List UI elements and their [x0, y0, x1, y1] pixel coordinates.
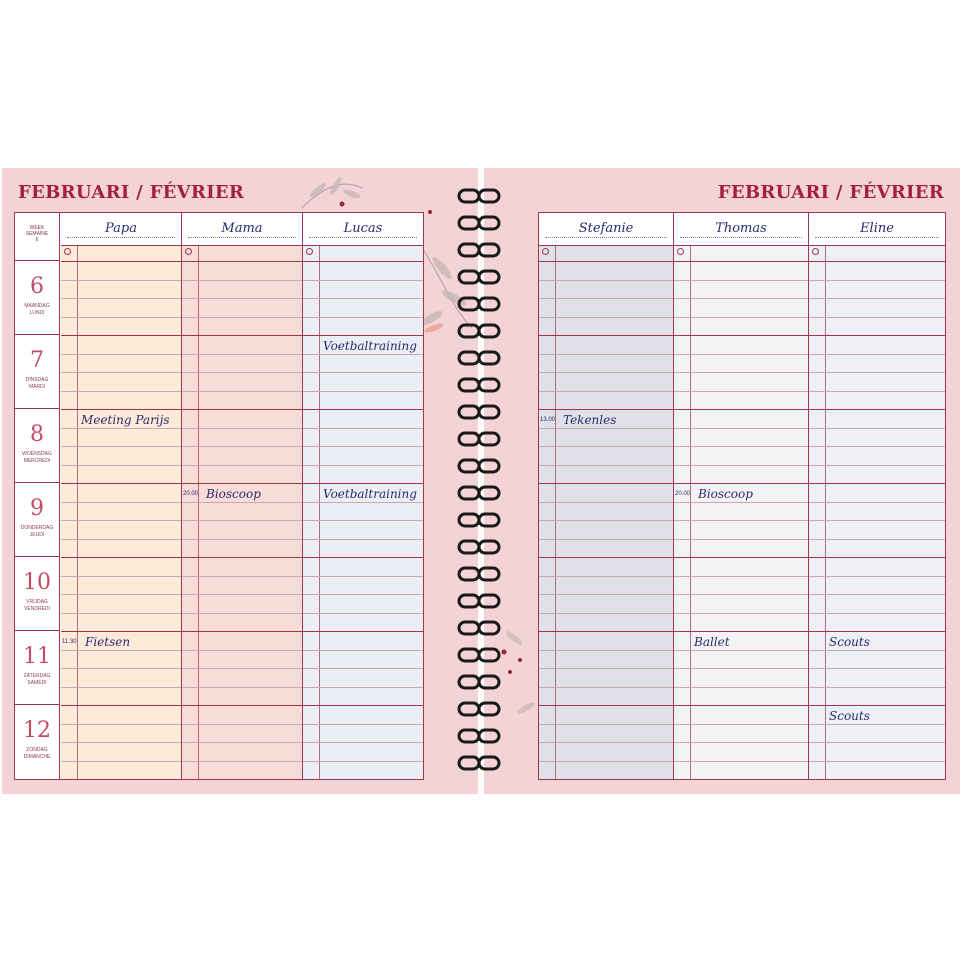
column-header: [303, 213, 423, 246]
writing-line: [61, 372, 181, 373]
writing-line: [539, 613, 673, 614]
spiral-ring: [459, 190, 499, 202]
writing-line: [303, 428, 423, 429]
column-header: [809, 213, 945, 246]
writing-line: [539, 668, 673, 669]
writing-line: [61, 576, 181, 577]
spiral-ring: [459, 217, 499, 229]
calendar-entry[interactable]: Bioscoop: [206, 487, 261, 501]
spiral-ring: [459, 568, 499, 580]
spiral-ring: [459, 703, 499, 715]
writing-line: [61, 465, 181, 466]
day-cell[interactable]: [539, 557, 673, 632]
column-header: [674, 213, 808, 246]
clock-icon: [306, 248, 313, 255]
day-name-fr: MERCREDI: [23, 458, 51, 464]
writing-line: [303, 650, 423, 651]
writing-line: [674, 650, 808, 651]
writing-line: [809, 465, 945, 466]
writing-line: [809, 761, 945, 762]
column-name: Stefanie: [545, 221, 667, 238]
column-name: Mama: [188, 221, 296, 238]
day-cell[interactable]: [303, 261, 423, 336]
writing-line: [182, 298, 302, 299]
writing-line: [61, 594, 181, 595]
writing-line: [61, 687, 181, 688]
writing-line: [182, 742, 302, 743]
writing-line: [674, 446, 808, 447]
writing-line: [303, 372, 423, 373]
writing-line: [182, 576, 302, 577]
writing-line: [182, 668, 302, 669]
spiral-ring: [459, 325, 499, 337]
writing-line: [674, 761, 808, 762]
day-cell[interactable]: [809, 335, 945, 410]
writing-line: [303, 280, 423, 281]
writing-line: [182, 502, 302, 503]
spiral-ring: [459, 730, 499, 742]
writing-line: [674, 354, 808, 355]
writing-line: [61, 502, 181, 503]
day-cell[interactable]: [61, 557, 181, 632]
writing-line: [61, 446, 181, 447]
spiral-ring: [459, 595, 499, 607]
entry-time: 13.00: [540, 417, 556, 423]
calendar-entry[interactable]: Meeting Parijs: [81, 413, 170, 427]
writing-line: [539, 298, 673, 299]
planner-grid: [14, 212, 424, 780]
week-label: WEEK SEMAINE 6: [15, 213, 60, 261]
day-name-fr: JEUDI: [29, 532, 45, 538]
day-name-fr: MARDI: [28, 384, 46, 390]
writing-line: [674, 465, 808, 466]
day-cell[interactable]: [303, 705, 423, 779]
writing-line: [539, 465, 673, 466]
day-cell[interactable]: [674, 261, 808, 336]
column-header: [61, 213, 181, 246]
writing-line: [674, 317, 808, 318]
writing-line: [674, 724, 808, 725]
column-name: Eline: [815, 221, 939, 238]
clock-icon: [185, 248, 192, 255]
day-name-fr: VENDREDI: [24, 606, 50, 612]
day-cell[interactable]: [182, 261, 302, 336]
spiral-ring: [459, 460, 499, 472]
writing-line: [539, 317, 673, 318]
calendar-entry[interactable]: Voetbaltraining: [323, 339, 417, 353]
writing-line: [303, 576, 423, 577]
spiral-ring: [459, 757, 499, 769]
day-cell[interactable]: [61, 261, 181, 336]
day-label: [15, 335, 60, 409]
day-name-nl: ZATERDAG: [23, 673, 51, 679]
writing-line: [182, 613, 302, 614]
calendar-entry[interactable]: Ballet: [694, 635, 730, 649]
day-label: [15, 409, 60, 483]
entry-time: 20.00: [675, 491, 691, 497]
writing-line: [809, 502, 945, 503]
writing-line: [61, 761, 181, 762]
writing-line: [539, 539, 673, 540]
writing-line: [674, 520, 808, 521]
writing-line: [182, 317, 302, 318]
day-name-nl: VRIJDAG: [26, 599, 48, 605]
day-label: [15, 483, 60, 557]
day-cell[interactable]: [539, 483, 673, 558]
column-mama: [182, 213, 303, 779]
column-papa: [61, 213, 182, 779]
spiral-ring: [459, 676, 499, 688]
spiral-ring: [459, 433, 499, 445]
writing-line: [674, 539, 808, 540]
day-cell[interactable]: [674, 335, 808, 410]
day-cell[interactable]: [809, 483, 945, 558]
writing-line: [539, 280, 673, 281]
writing-line: [303, 742, 423, 743]
writing-line: [539, 446, 673, 447]
writing-line: [809, 539, 945, 540]
writing-line: [674, 391, 808, 392]
writing-line: [539, 372, 673, 373]
writing-line: [61, 298, 181, 299]
column-header: [539, 213, 673, 246]
clock-icon: [812, 248, 819, 255]
writing-line: [809, 650, 945, 651]
column-name: Thomas: [680, 221, 802, 238]
column-stefanie: [539, 213, 674, 779]
column-name: Lucas: [309, 221, 417, 238]
day-name-fr: DIMANCHE: [23, 754, 51, 760]
day-cell[interactable]: [809, 261, 945, 336]
writing-line: [674, 298, 808, 299]
writing-line: [809, 594, 945, 595]
writing-line: [674, 613, 808, 614]
writing-line: [809, 354, 945, 355]
writing-line: [303, 317, 423, 318]
day-number: 8: [30, 422, 44, 447]
writing-line: [539, 650, 673, 651]
clock-row: [809, 245, 945, 262]
writing-line: [303, 687, 423, 688]
writing-line: [303, 668, 423, 669]
writing-line: [61, 613, 181, 614]
writing-line: [303, 761, 423, 762]
writing-line: [303, 502, 423, 503]
writing-line: [809, 372, 945, 373]
writing-line: [61, 428, 181, 429]
writing-line: [809, 668, 945, 669]
writing-line: [182, 354, 302, 355]
column-name: Papa: [67, 221, 175, 238]
spiral-ring: [459, 352, 499, 364]
spiral-ring: [459, 514, 499, 526]
writing-line: [539, 761, 673, 762]
writing-line: [182, 594, 302, 595]
spiral-ring: [459, 298, 499, 310]
column-eline: [809, 213, 945, 779]
writing-line: [182, 539, 302, 540]
entry-time: 20.00: [183, 491, 199, 497]
day-cell[interactable]: [182, 409, 302, 484]
writing-line: [303, 391, 423, 392]
clock-row: [539, 245, 673, 262]
page-title: FEBRUARI / FÉVRIER: [18, 182, 245, 203]
writing-line: [303, 613, 423, 614]
writing-line: [182, 372, 302, 373]
writing-line: [674, 687, 808, 688]
writing-line: [539, 428, 673, 429]
writing-line: [61, 391, 181, 392]
clock-icon: [542, 248, 549, 255]
writing-line: [182, 650, 302, 651]
day-cell[interactable]: [674, 409, 808, 484]
page-title: FEBRUARI / FÉVRIER: [717, 182, 944, 203]
writing-line: [182, 428, 302, 429]
writing-line: [182, 391, 302, 392]
writing-line: [674, 576, 808, 577]
writing-line: [674, 502, 808, 503]
day-cell[interactable]: [539, 261, 673, 336]
writing-line: [674, 742, 808, 743]
clock-row: [303, 245, 423, 262]
writing-line: [182, 520, 302, 521]
spiral-ring: [459, 622, 499, 634]
writing-line: [809, 298, 945, 299]
spiral-ring: [459, 244, 499, 256]
clock-icon: [64, 248, 71, 255]
writing-line: [539, 354, 673, 355]
writing-line: [539, 724, 673, 725]
writing-line: [61, 280, 181, 281]
day-cell[interactable]: [61, 705, 181, 779]
writing-line: [539, 576, 673, 577]
writing-line: [539, 742, 673, 743]
writing-line: [303, 724, 423, 725]
day-name-fr: SAMEDI: [27, 680, 47, 686]
calendar-entry[interactable]: Bioscoop: [698, 487, 753, 501]
writing-line: [61, 650, 181, 651]
day-number: 11: [23, 644, 51, 669]
calendar-entry[interactable]: Fietsen: [85, 635, 131, 649]
writing-line: [539, 502, 673, 503]
writing-line: [809, 446, 945, 447]
writing-line: [809, 742, 945, 743]
writing-line: [61, 724, 181, 725]
writing-line: [303, 446, 423, 447]
calendar-entry[interactable]: Scouts: [829, 709, 870, 723]
day-name-nl: MAANDAG: [24, 303, 50, 309]
day-label: [15, 557, 60, 631]
writing-line: [303, 354, 423, 355]
writing-line: [303, 594, 423, 595]
writing-line: [61, 539, 181, 540]
day-name-nl: DONDERDAG: [20, 525, 54, 531]
clock-icon: [677, 248, 684, 255]
writing-line: [539, 594, 673, 595]
writing-line: [182, 446, 302, 447]
writing-line: [809, 280, 945, 281]
day-number: 6: [30, 274, 44, 299]
day-cell[interactable]: [182, 705, 302, 779]
day-label: [15, 631, 60, 705]
day-cell[interactable]: [539, 705, 673, 779]
day-cell[interactable]: [303, 631, 423, 706]
day-number: 10: [23, 570, 51, 595]
day-cell[interactable]: [182, 335, 302, 410]
writing-line: [674, 594, 808, 595]
day-label: [15, 705, 60, 779]
day-cell[interactable]: [61, 483, 181, 558]
right-page: [484, 168, 960, 794]
writing-line: [61, 317, 181, 318]
day-number: 7: [30, 348, 44, 373]
spiral-ring: [459, 379, 499, 391]
spiral-ring: [459, 487, 499, 499]
writing-line: [61, 520, 181, 521]
column-thomas: [674, 213, 809, 779]
day-name-nl: DINSDAG: [25, 377, 49, 383]
day-cell[interactable]: [539, 335, 673, 410]
day-name-fr: LUNDI: [29, 310, 45, 316]
writing-line: [303, 298, 423, 299]
day-cell[interactable]: [539, 631, 673, 706]
writing-line: [809, 391, 945, 392]
writing-line: [182, 687, 302, 688]
day-cell[interactable]: [182, 631, 302, 706]
column-lucas: [303, 213, 423, 779]
entry-time: 11.30: [62, 639, 77, 645]
day-number: 9: [30, 496, 44, 521]
calendar-entry[interactable]: Scouts: [829, 635, 870, 649]
spiral-ring: [459, 406, 499, 418]
day-cell[interactable]: [303, 557, 423, 632]
writing-line: [182, 724, 302, 725]
writing-line: [182, 280, 302, 281]
day-cell[interactable]: [674, 557, 808, 632]
spiral-ring: [459, 649, 499, 661]
writing-line: [539, 520, 673, 521]
column-header: [182, 213, 302, 246]
day-cell[interactable]: [61, 335, 181, 410]
spiral-ring: [459, 541, 499, 553]
day-cell[interactable]: [809, 557, 945, 632]
writing-line: [182, 465, 302, 466]
clock-row: [674, 245, 808, 262]
day-cell[interactable]: [182, 557, 302, 632]
writing-line: [809, 687, 945, 688]
day-label: [15, 261, 60, 335]
spiral-ring: [459, 271, 499, 283]
day-number: 12: [23, 718, 51, 743]
writing-line: [182, 761, 302, 762]
writing-line: [674, 280, 808, 281]
writing-line: [809, 724, 945, 725]
clock-row: [182, 245, 302, 262]
writing-line: [61, 742, 181, 743]
calendar-entry[interactable]: Tekenles: [563, 413, 617, 427]
writing-line: [809, 317, 945, 318]
writing-line: [674, 668, 808, 669]
day-name-nl: ZONDAG: [26, 747, 48, 753]
day-cell[interactable]: [303, 409, 423, 484]
left-page: [2, 168, 478, 794]
writing-line: [61, 668, 181, 669]
day-cell[interactable]: [674, 705, 808, 779]
writing-line: [61, 354, 181, 355]
spiral-binding: [457, 182, 505, 788]
calendar-entry[interactable]: Voetbaltraining: [323, 487, 417, 501]
writing-line: [303, 520, 423, 521]
writing-line: [809, 613, 945, 614]
writing-line: [539, 687, 673, 688]
writing-line: [303, 539, 423, 540]
writing-line: [674, 428, 808, 429]
writing-line: [539, 391, 673, 392]
writing-line: [809, 520, 945, 521]
day-cell[interactable]: [809, 409, 945, 484]
clock-row: [61, 245, 181, 262]
writing-line: [303, 465, 423, 466]
day-name-nl: WOENSDAG: [22, 451, 52, 457]
writing-line: [809, 428, 945, 429]
writing-line: [674, 372, 808, 373]
writing-line: [809, 576, 945, 577]
planner-grid: [538, 212, 946, 780]
